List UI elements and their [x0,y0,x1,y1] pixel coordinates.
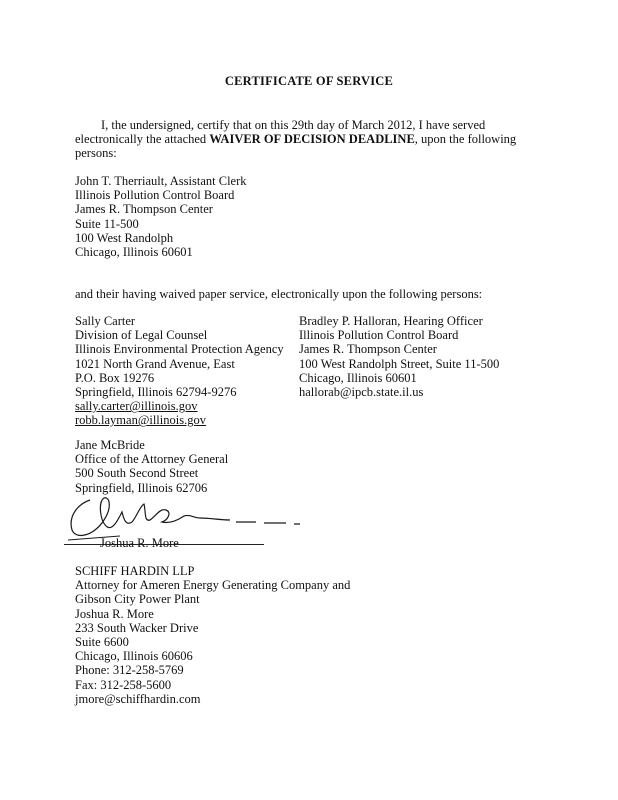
signer-name: Joshua R. More [100,536,179,550]
waived-service-text: and their having waived paper service, electronically upon the following persons: [75,287,483,301]
certification-paragraph [75,118,545,161]
document-name: WAIVER OF DECISION DEADLINE [209,132,415,147]
email-link-carter[interactable]: sally.carter@illinois.gov [75,399,198,414]
intro-line-2: electronically the attached WAIVER OF DECISION DEADLINE, upon the following [75,132,517,147]
intro-line-1: I, the undersigned, certify that on this 29th day of March 2012, I have served [101,118,486,132]
email-halloran: hallorab@ipcb.state.il.us [299,385,424,400]
recipient-carter-address: Sally Carter Division of Legal Counsel Illinois Environmental Protection Agency 1021 North Grand Avenue, East P.O. Box 19276 Springfield, Illinois 62794-9276 sally.carter@illinois.gov robb.layman@illinois.gov [75,314,284,428]
email-link-layman[interactable]: robb.layman@illinois.gov [75,413,206,428]
email-more: jmore@schiffhardin.com [75,691,201,706]
intro-line-3: persons: [75,146,117,161]
document-title: CERTIFICATE OF SERVICE [224,74,394,88]
firm-signature-block: SCHIFF HARDIN LLP Attorney for Ameren Energy Generating Company and Gibson City Power Plant Joshua R. More 233 South Wacker Drive Suite 6600 Chicago, Illinois 60606 Phone: 312-258-5769 Fax: 312-258-5600 jmore@schiffhardin.com [75,564,351,706]
recipient-mcbride-address: Jane McBride Office of the Attorney General 500 South Second Street Springfield, Illinois 62706 [75,438,229,495]
recipient-halloran-address: Bradley P. Halloran, Hearing Officer Illinois Pollution Control Board James R. Thompson Center 100 West Randolph Street, Suite 11-500 Chicago, Illinois 60601 hallorab@ipcb.state.il.us [299,314,500,400]
recipient-clerk-address: John T. Therriault, Assistant Clerk Illinois Pollution Control Board James R. Thompson Center Suite 11-500 100 West Randolph Chicago, Illinois 60601 [75,174,247,260]
